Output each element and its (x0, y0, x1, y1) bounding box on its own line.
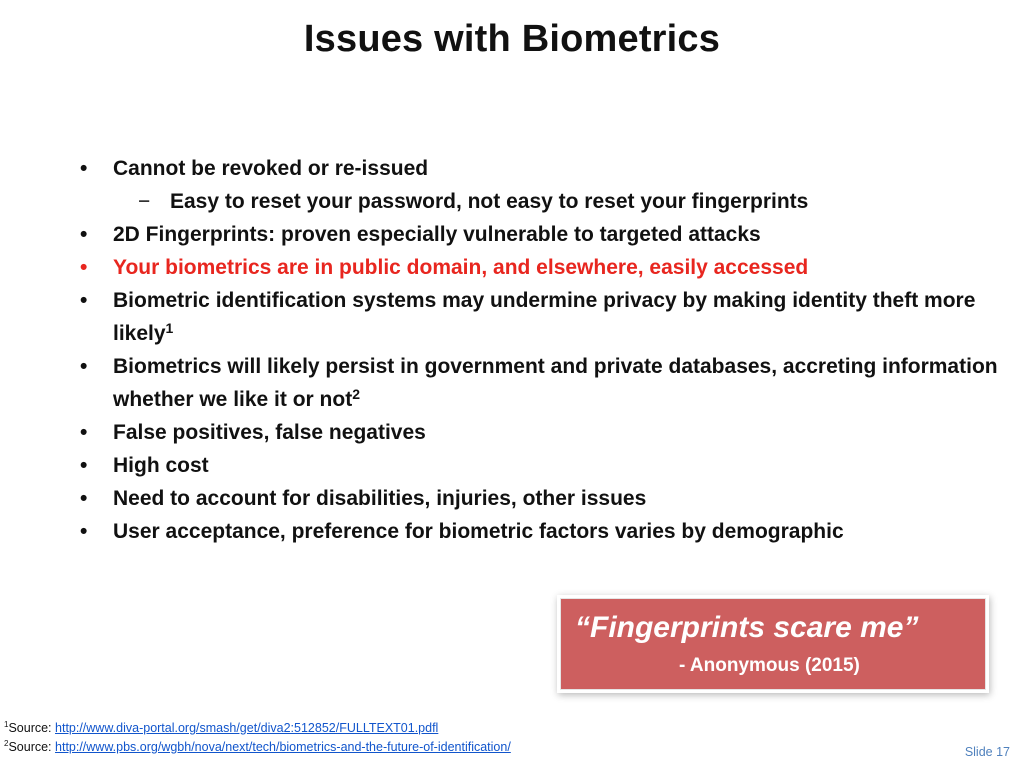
bullet-text: False positives, false negatives (113, 421, 426, 444)
bullet-marker: • (80, 454, 88, 477)
bullet-marker: • (80, 289, 88, 312)
bullet-text: Cannot be revoked or re-issued (113, 157, 429, 180)
source-number: 2 (4, 739, 9, 748)
bullet-item (80, 284, 1000, 350)
bullet-marker: • (80, 421, 88, 444)
bullet-marker: • (80, 223, 88, 246)
source-label: Source: (8, 740, 56, 754)
bullet-marker: • (80, 355, 88, 378)
source-link[interactable]: http://www.diva-portal.org/smash/get/diva2:512852/FULLTEXT01.pdfl (55, 721, 439, 735)
bullet-item (80, 416, 1000, 449)
bullet-text: Your biometrics are in public domain, and elsewhere, easily accessed (113, 256, 809, 279)
bullet-item-highlighted (80, 251, 1000, 284)
bullet-text: High cost (113, 454, 209, 477)
bullet-marker: • (80, 520, 88, 543)
quote-callout (560, 598, 986, 690)
bullet-item (80, 515, 1000, 548)
source-number: 1 (4, 720, 9, 729)
bullet-list (80, 152, 1000, 548)
bullet-text: User acceptance, preference for biometric factors varies by demographic (113, 520, 844, 543)
bullet-item (80, 449, 1000, 482)
footnote-ref: 2 (352, 386, 360, 402)
source-line (4, 719, 511, 738)
slide-title: Issues with Biometrics (303, 18, 721, 60)
source-label: Source: (8, 721, 56, 735)
footnote-ref: 1 (165, 320, 174, 336)
bullet-text: Need to account for disabilities, injuries, other issues (113, 487, 647, 510)
bullet-text: Easy to reset your password, not easy to reset your fingerprints (170, 190, 809, 213)
sub-bullet-item (80, 185, 1000, 218)
quote-text: “Fingerprints scare me” (575, 611, 919, 644)
bullet-marker: • (80, 487, 88, 510)
quote-attribution: - Anonymous (2015) (679, 655, 860, 676)
bullet-marker: • (80, 157, 88, 180)
slide-number: Slide 17 (964, 745, 1010, 759)
bullet-text: 2D Fingerprints: proven especially vulnerable to targeted attacks (113, 223, 761, 246)
source-link[interactable]: http://www.pbs.org/wgbh/nova/next/tech/biometrics-and-the-future-of-identification/ (55, 740, 511, 754)
dash-marker: − (138, 190, 151, 213)
bullet-text: Biometrics will likely persist in government and private databases, accreting information whether we like it or not (113, 355, 998, 411)
source-line (4, 738, 511, 757)
bullet-item (80, 218, 1000, 251)
sources-footer (4, 719, 511, 757)
bullet-marker: • (80, 256, 88, 279)
bullet-text: Biometric identification systems may undermine privacy by making identity theft more likely (113, 289, 976, 345)
bullet-item (80, 482, 1000, 515)
bullet-item (80, 350, 1000, 416)
bullet-item (80, 152, 1000, 185)
